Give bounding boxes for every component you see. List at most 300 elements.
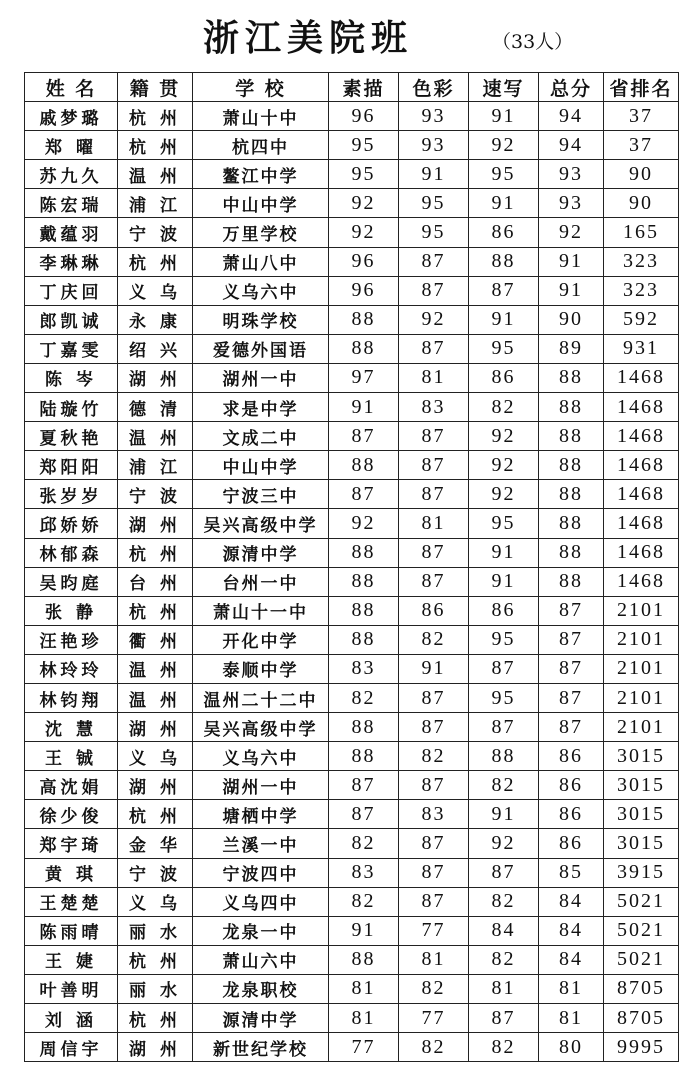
cell-school: 爱德外国语 bbox=[193, 334, 329, 363]
cell-color: 83 bbox=[399, 393, 469, 422]
table-row bbox=[25, 422, 679, 451]
cell-color: 91 bbox=[399, 160, 469, 189]
cell-sketch: 96 bbox=[329, 276, 399, 305]
cell-school: 吴兴高级中学 bbox=[193, 509, 329, 538]
cell-school: 龙泉一中 bbox=[193, 916, 329, 945]
cell-quick-sketch: 91 bbox=[469, 800, 539, 829]
cell-province-rank: 5021 bbox=[604, 916, 679, 945]
cell-quick-sketch: 82 bbox=[469, 771, 539, 800]
cell-total: 84 bbox=[539, 916, 604, 945]
cell-sketch: 88 bbox=[329, 945, 399, 974]
table-header-row bbox=[25, 73, 679, 102]
header-name: 姓 名 bbox=[25, 73, 118, 102]
cell-school: 龙泉职校 bbox=[193, 974, 329, 1003]
table-row bbox=[25, 742, 679, 771]
cell-sketch: 96 bbox=[329, 247, 399, 276]
cell-school: 台州一中 bbox=[193, 567, 329, 596]
cell-school: 湖州一中 bbox=[193, 363, 329, 392]
cell-color: 92 bbox=[399, 305, 469, 334]
cell-province-rank: 1468 bbox=[604, 422, 679, 451]
cell-school: 文成二中 bbox=[193, 422, 329, 451]
cell-hometown: 湖 州 bbox=[118, 1033, 193, 1062]
cell-sketch: 88 bbox=[329, 713, 399, 742]
cell-sketch: 91 bbox=[329, 916, 399, 945]
cell-name: 郑宇琦 bbox=[25, 829, 118, 858]
cell-sketch: 83 bbox=[329, 858, 399, 887]
cell-name: 陆璇竹 bbox=[25, 393, 118, 422]
cell-hometown: 德 清 bbox=[118, 393, 193, 422]
cell-sketch: 87 bbox=[329, 800, 399, 829]
table-row bbox=[25, 858, 679, 887]
cell-hometown: 杭 州 bbox=[118, 1004, 193, 1033]
cell-total: 88 bbox=[539, 451, 604, 480]
cell-quick-sketch: 82 bbox=[469, 393, 539, 422]
cell-hometown: 湖 州 bbox=[118, 363, 193, 392]
cell-sketch: 88 bbox=[329, 451, 399, 480]
cell-school: 源清中学 bbox=[193, 538, 329, 567]
cell-name: 邱娇娇 bbox=[25, 509, 118, 538]
cell-total: 87 bbox=[539, 625, 604, 654]
cell-school: 杭四中 bbox=[193, 131, 329, 160]
table-row bbox=[25, 771, 679, 800]
cell-hometown: 绍 兴 bbox=[118, 334, 193, 363]
header-school: 学 校 bbox=[193, 73, 329, 102]
cell-sketch: 81 bbox=[329, 974, 399, 1003]
cell-hometown: 杭 州 bbox=[118, 247, 193, 276]
cell-color: 87 bbox=[399, 887, 469, 916]
cell-hometown: 宁 波 bbox=[118, 480, 193, 509]
cell-total: 91 bbox=[539, 276, 604, 305]
cell-name: 夏秋艳 bbox=[25, 422, 118, 451]
cell-color: 81 bbox=[399, 363, 469, 392]
cell-quick-sketch: 92 bbox=[469, 422, 539, 451]
cell-name: 陈雨晴 bbox=[25, 916, 118, 945]
cell-color: 81 bbox=[399, 945, 469, 974]
cell-school: 萧山六中 bbox=[193, 945, 329, 974]
cell-total: 87 bbox=[539, 596, 604, 625]
cell-province-rank: 3015 bbox=[604, 771, 679, 800]
cell-color: 82 bbox=[399, 742, 469, 771]
cell-quick-sketch: 95 bbox=[469, 625, 539, 654]
cell-total: 86 bbox=[539, 800, 604, 829]
cell-hometown: 永 康 bbox=[118, 305, 193, 334]
cell-color: 87 bbox=[399, 771, 469, 800]
cell-school: 兰溪一中 bbox=[193, 829, 329, 858]
cell-school: 吴兴高级中学 bbox=[193, 713, 329, 742]
cell-name: 叶善明 bbox=[25, 974, 118, 1003]
cell-quick-sketch: 84 bbox=[469, 916, 539, 945]
cell-color: 82 bbox=[399, 625, 469, 654]
table-row bbox=[25, 102, 679, 131]
cell-total: 91 bbox=[539, 247, 604, 276]
cell-school: 源清中学 bbox=[193, 1004, 329, 1033]
cell-name: 郑阳阳 bbox=[25, 451, 118, 480]
cell-province-rank: 931 bbox=[604, 334, 679, 363]
cell-total: 88 bbox=[539, 393, 604, 422]
cell-hometown: 湖 州 bbox=[118, 509, 193, 538]
table-row bbox=[25, 276, 679, 305]
cell-color: 87 bbox=[399, 276, 469, 305]
cell-school: 宁波四中 bbox=[193, 858, 329, 887]
cell-total: 81 bbox=[539, 974, 604, 1003]
table-row bbox=[25, 538, 679, 567]
cell-name: 丁庆回 bbox=[25, 276, 118, 305]
table-row bbox=[25, 131, 679, 160]
cell-name: 戴蕴羽 bbox=[25, 218, 118, 247]
cell-hometown: 浦 江 bbox=[118, 451, 193, 480]
cell-name: 高沈娟 bbox=[25, 771, 118, 800]
cell-name: 王 婕 bbox=[25, 945, 118, 974]
cell-color: 77 bbox=[399, 1004, 469, 1033]
cell-quick-sketch: 82 bbox=[469, 887, 539, 916]
cell-total: 88 bbox=[539, 509, 604, 538]
table-row bbox=[25, 654, 679, 683]
cell-color: 87 bbox=[399, 538, 469, 567]
cell-total: 90 bbox=[539, 305, 604, 334]
table-body bbox=[25, 102, 679, 1062]
cell-school: 温州二十二中 bbox=[193, 683, 329, 712]
cell-total: 87 bbox=[539, 654, 604, 683]
cell-province-rank: 9995 bbox=[604, 1033, 679, 1062]
cell-hometown: 丽 水 bbox=[118, 974, 193, 1003]
cell-province-rank: 5021 bbox=[604, 945, 679, 974]
cell-sketch: 88 bbox=[329, 567, 399, 596]
cell-quick-sketch: 87 bbox=[469, 276, 539, 305]
cell-color: 87 bbox=[399, 829, 469, 858]
table-row bbox=[25, 509, 679, 538]
cell-quick-sketch: 95 bbox=[469, 334, 539, 363]
cell-school: 义乌六中 bbox=[193, 276, 329, 305]
cell-school: 鳌江中学 bbox=[193, 160, 329, 189]
cell-color: 81 bbox=[399, 509, 469, 538]
header-color: 色彩 bbox=[399, 73, 469, 102]
cell-total: 86 bbox=[539, 829, 604, 858]
cell-total: 93 bbox=[539, 189, 604, 218]
cell-sketch: 83 bbox=[329, 654, 399, 683]
cell-hometown: 温 州 bbox=[118, 654, 193, 683]
table-row bbox=[25, 189, 679, 218]
cell-name: 刘 涵 bbox=[25, 1004, 118, 1033]
cell-quick-sketch: 82 bbox=[469, 945, 539, 974]
cell-school: 萧山十中 bbox=[193, 102, 329, 131]
cell-color: 87 bbox=[399, 683, 469, 712]
cell-school: 明珠学校 bbox=[193, 305, 329, 334]
cell-color: 87 bbox=[399, 451, 469, 480]
score-table bbox=[24, 72, 679, 1062]
cell-name: 徐少俊 bbox=[25, 800, 118, 829]
cell-quick-sketch: 82 bbox=[469, 1033, 539, 1062]
cell-province-rank: 8705 bbox=[604, 974, 679, 1003]
table-row bbox=[25, 916, 679, 945]
cell-name: 陈 岑 bbox=[25, 363, 118, 392]
cell-quick-sketch: 92 bbox=[469, 131, 539, 160]
cell-name: 郑 曜 bbox=[25, 131, 118, 160]
cell-province-rank: 37 bbox=[604, 102, 679, 131]
table-row bbox=[25, 393, 679, 422]
table-row bbox=[25, 974, 679, 1003]
cell-quick-sketch: 86 bbox=[469, 218, 539, 247]
cell-color: 87 bbox=[399, 422, 469, 451]
table-row bbox=[25, 160, 679, 189]
cell-name: 张岁岁 bbox=[25, 480, 118, 509]
table-row bbox=[25, 887, 679, 916]
cell-total: 85 bbox=[539, 858, 604, 887]
title-area bbox=[0, 14, 700, 64]
cell-quick-sketch: 95 bbox=[469, 683, 539, 712]
cell-color: 95 bbox=[399, 218, 469, 247]
cell-total: 84 bbox=[539, 887, 604, 916]
header-hometown: 籍 贯 bbox=[118, 73, 193, 102]
cell-hometown: 杭 州 bbox=[118, 596, 193, 625]
cell-color: 87 bbox=[399, 247, 469, 276]
cell-school: 湖州一中 bbox=[193, 771, 329, 800]
cell-total: 84 bbox=[539, 945, 604, 974]
cell-hometown: 衢 州 bbox=[118, 625, 193, 654]
cell-province-rank: 592 bbox=[604, 305, 679, 334]
cell-name: 丁嘉雯 bbox=[25, 334, 118, 363]
table-row bbox=[25, 1004, 679, 1033]
cell-color: 91 bbox=[399, 654, 469, 683]
cell-sketch: 92 bbox=[329, 509, 399, 538]
cell-sketch: 88 bbox=[329, 625, 399, 654]
table-row bbox=[25, 451, 679, 480]
cell-color: 87 bbox=[399, 713, 469, 742]
cell-province-rank: 90 bbox=[604, 189, 679, 218]
cell-total: 88 bbox=[539, 363, 604, 392]
cell-province-rank: 8705 bbox=[604, 1004, 679, 1033]
cell-school: 宁波三中 bbox=[193, 480, 329, 509]
cell-sketch: 82 bbox=[329, 683, 399, 712]
cell-total: 87 bbox=[539, 683, 604, 712]
cell-province-rank: 1468 bbox=[604, 480, 679, 509]
cell-quick-sketch: 86 bbox=[469, 363, 539, 392]
table-row bbox=[25, 334, 679, 363]
cell-province-rank: 1468 bbox=[604, 393, 679, 422]
cell-total: 92 bbox=[539, 218, 604, 247]
cell-name: 周信宇 bbox=[25, 1033, 118, 1062]
cell-quick-sketch: 91 bbox=[469, 567, 539, 596]
table-row bbox=[25, 596, 679, 625]
header-quick-sketch: 速写 bbox=[469, 73, 539, 102]
cell-color: 87 bbox=[399, 334, 469, 363]
cell-color: 77 bbox=[399, 916, 469, 945]
cell-sketch: 88 bbox=[329, 538, 399, 567]
cell-sketch: 87 bbox=[329, 480, 399, 509]
cell-name: 苏九久 bbox=[25, 160, 118, 189]
cell-province-rank: 3915 bbox=[604, 858, 679, 887]
cell-province-rank: 2101 bbox=[604, 654, 679, 683]
cell-sketch: 91 bbox=[329, 393, 399, 422]
table-row bbox=[25, 305, 679, 334]
cell-total: 89 bbox=[539, 334, 604, 363]
cell-total: 80 bbox=[539, 1033, 604, 1062]
cell-name: 林郁森 bbox=[25, 538, 118, 567]
table-row bbox=[25, 945, 679, 974]
cell-total: 87 bbox=[539, 713, 604, 742]
cell-quick-sketch: 95 bbox=[469, 160, 539, 189]
cell-quick-sketch: 86 bbox=[469, 596, 539, 625]
cell-name: 林钧翔 bbox=[25, 683, 118, 712]
cell-province-rank: 323 bbox=[604, 247, 679, 276]
table-row bbox=[25, 713, 679, 742]
cell-province-rank: 2101 bbox=[604, 596, 679, 625]
cell-sketch: 87 bbox=[329, 771, 399, 800]
cell-total: 86 bbox=[539, 742, 604, 771]
cell-quick-sketch: 87 bbox=[469, 1004, 539, 1033]
cell-hometown: 义 乌 bbox=[118, 887, 193, 916]
cell-quick-sketch: 87 bbox=[469, 654, 539, 683]
cell-name: 李琳琳 bbox=[25, 247, 118, 276]
cell-province-rank: 3015 bbox=[604, 742, 679, 771]
cell-hometown: 金 华 bbox=[118, 829, 193, 858]
cell-color: 82 bbox=[399, 1033, 469, 1062]
cell-province-rank: 1468 bbox=[604, 509, 679, 538]
cell-total: 88 bbox=[539, 567, 604, 596]
cell-quick-sketch: 92 bbox=[469, 480, 539, 509]
cell-hometown: 杭 州 bbox=[118, 131, 193, 160]
cell-sketch: 96 bbox=[329, 102, 399, 131]
cell-hometown: 义 乌 bbox=[118, 276, 193, 305]
cell-hometown: 杭 州 bbox=[118, 538, 193, 567]
cell-color: 87 bbox=[399, 858, 469, 887]
cell-hometown: 湖 州 bbox=[118, 713, 193, 742]
cell-school: 中山中学 bbox=[193, 189, 329, 218]
cell-school: 塘栖中学 bbox=[193, 800, 329, 829]
cell-sketch: 95 bbox=[329, 131, 399, 160]
cell-quick-sketch: 92 bbox=[469, 451, 539, 480]
header-sketch: 素描 bbox=[329, 73, 399, 102]
cell-hometown: 义 乌 bbox=[118, 742, 193, 771]
cell-name: 汪艳珍 bbox=[25, 625, 118, 654]
cell-total: 94 bbox=[539, 102, 604, 131]
cell-province-rank: 5021 bbox=[604, 887, 679, 916]
table-row bbox=[25, 363, 679, 392]
cell-school: 万里学校 bbox=[193, 218, 329, 247]
cell-hometown: 宁 波 bbox=[118, 858, 193, 887]
cell-color: 93 bbox=[399, 102, 469, 131]
cell-name: 王 铖 bbox=[25, 742, 118, 771]
cell-sketch: 88 bbox=[329, 334, 399, 363]
cell-school: 义乌四中 bbox=[193, 887, 329, 916]
cell-quick-sketch: 88 bbox=[469, 742, 539, 771]
cell-school: 开化中学 bbox=[193, 625, 329, 654]
cell-hometown: 台 州 bbox=[118, 567, 193, 596]
cell-province-rank: 1468 bbox=[604, 567, 679, 596]
cell-hometown: 浦 江 bbox=[118, 189, 193, 218]
cell-quick-sketch: 91 bbox=[469, 189, 539, 218]
cell-sketch: 97 bbox=[329, 363, 399, 392]
table-row bbox=[25, 480, 679, 509]
cell-sketch: 92 bbox=[329, 189, 399, 218]
cell-province-rank: 2101 bbox=[604, 683, 679, 712]
cell-color: 87 bbox=[399, 567, 469, 596]
cell-total: 88 bbox=[539, 480, 604, 509]
cell-quick-sketch: 91 bbox=[469, 538, 539, 567]
cell-province-rank: 1468 bbox=[604, 363, 679, 392]
cell-hometown: 宁 波 bbox=[118, 218, 193, 247]
cell-sketch: 88 bbox=[329, 305, 399, 334]
cell-province-rank: 165 bbox=[604, 218, 679, 247]
cell-sketch: 88 bbox=[329, 742, 399, 771]
cell-hometown: 温 州 bbox=[118, 160, 193, 189]
cell-province-rank: 1468 bbox=[604, 538, 679, 567]
header-total: 总分 bbox=[539, 73, 604, 102]
table-row bbox=[25, 1033, 679, 1062]
cell-hometown: 湖 州 bbox=[118, 771, 193, 800]
cell-total: 94 bbox=[539, 131, 604, 160]
cell-quick-sketch: 95 bbox=[469, 509, 539, 538]
cell-hometown: 杭 州 bbox=[118, 945, 193, 974]
cell-quick-sketch: 92 bbox=[469, 829, 539, 858]
table-row bbox=[25, 218, 679, 247]
cell-hometown: 杭 州 bbox=[118, 102, 193, 131]
student-count: （33人） bbox=[492, 31, 574, 53]
cell-hometown: 丽 水 bbox=[118, 916, 193, 945]
cell-province-rank: 3015 bbox=[604, 800, 679, 829]
cell-sketch: 81 bbox=[329, 1004, 399, 1033]
cell-name: 沈 慧 bbox=[25, 713, 118, 742]
table-row bbox=[25, 683, 679, 712]
cell-sketch: 92 bbox=[329, 218, 399, 247]
cell-color: 83 bbox=[399, 800, 469, 829]
cell-color: 82 bbox=[399, 974, 469, 1003]
cell-sketch: 87 bbox=[329, 422, 399, 451]
cell-sketch: 88 bbox=[329, 596, 399, 625]
cell-province-rank: 3015 bbox=[604, 829, 679, 858]
cell-color: 93 bbox=[399, 131, 469, 160]
cell-school: 新世纪学校 bbox=[193, 1033, 329, 1062]
cell-school: 求是中学 bbox=[193, 393, 329, 422]
cell-sketch: 82 bbox=[329, 829, 399, 858]
cell-quick-sketch: 88 bbox=[469, 247, 539, 276]
cell-total: 81 bbox=[539, 1004, 604, 1033]
cell-school: 中山中学 bbox=[193, 451, 329, 480]
cell-province-rank: 37 bbox=[604, 131, 679, 160]
cell-quick-sketch: 91 bbox=[469, 305, 539, 334]
cell-school: 萧山十一中 bbox=[193, 596, 329, 625]
cell-school: 萧山八中 bbox=[193, 247, 329, 276]
cell-total: 88 bbox=[539, 538, 604, 567]
cell-school: 泰顺中学 bbox=[193, 654, 329, 683]
cell-color: 86 bbox=[399, 596, 469, 625]
table-row bbox=[25, 625, 679, 654]
table-row bbox=[25, 567, 679, 596]
header-province-rank: 省排名 bbox=[604, 73, 679, 102]
cell-hometown: 温 州 bbox=[118, 683, 193, 712]
cell-hometown: 温 州 bbox=[118, 422, 193, 451]
cell-quick-sketch: 87 bbox=[469, 713, 539, 742]
cell-total: 88 bbox=[539, 422, 604, 451]
cell-total: 93 bbox=[539, 160, 604, 189]
cell-quick-sketch: 81 bbox=[469, 974, 539, 1003]
page-title: 浙江美院班 bbox=[203, 18, 414, 59]
cell-hometown: 杭 州 bbox=[118, 800, 193, 829]
cell-province-rank: 90 bbox=[604, 160, 679, 189]
cell-province-rank: 323 bbox=[604, 276, 679, 305]
cell-name: 张 静 bbox=[25, 596, 118, 625]
cell-sketch: 77 bbox=[329, 1033, 399, 1062]
cell-total: 86 bbox=[539, 771, 604, 800]
cell-province-rank: 1468 bbox=[604, 451, 679, 480]
cell-quick-sketch: 87 bbox=[469, 858, 539, 887]
cell-province-rank: 2101 bbox=[604, 713, 679, 742]
table-row bbox=[25, 800, 679, 829]
cell-color: 95 bbox=[399, 189, 469, 218]
cell-name: 王楚楚 bbox=[25, 887, 118, 916]
cell-name: 吴昀庭 bbox=[25, 567, 118, 596]
cell-sketch: 95 bbox=[329, 160, 399, 189]
cell-name: 郎凯诚 bbox=[25, 305, 118, 334]
